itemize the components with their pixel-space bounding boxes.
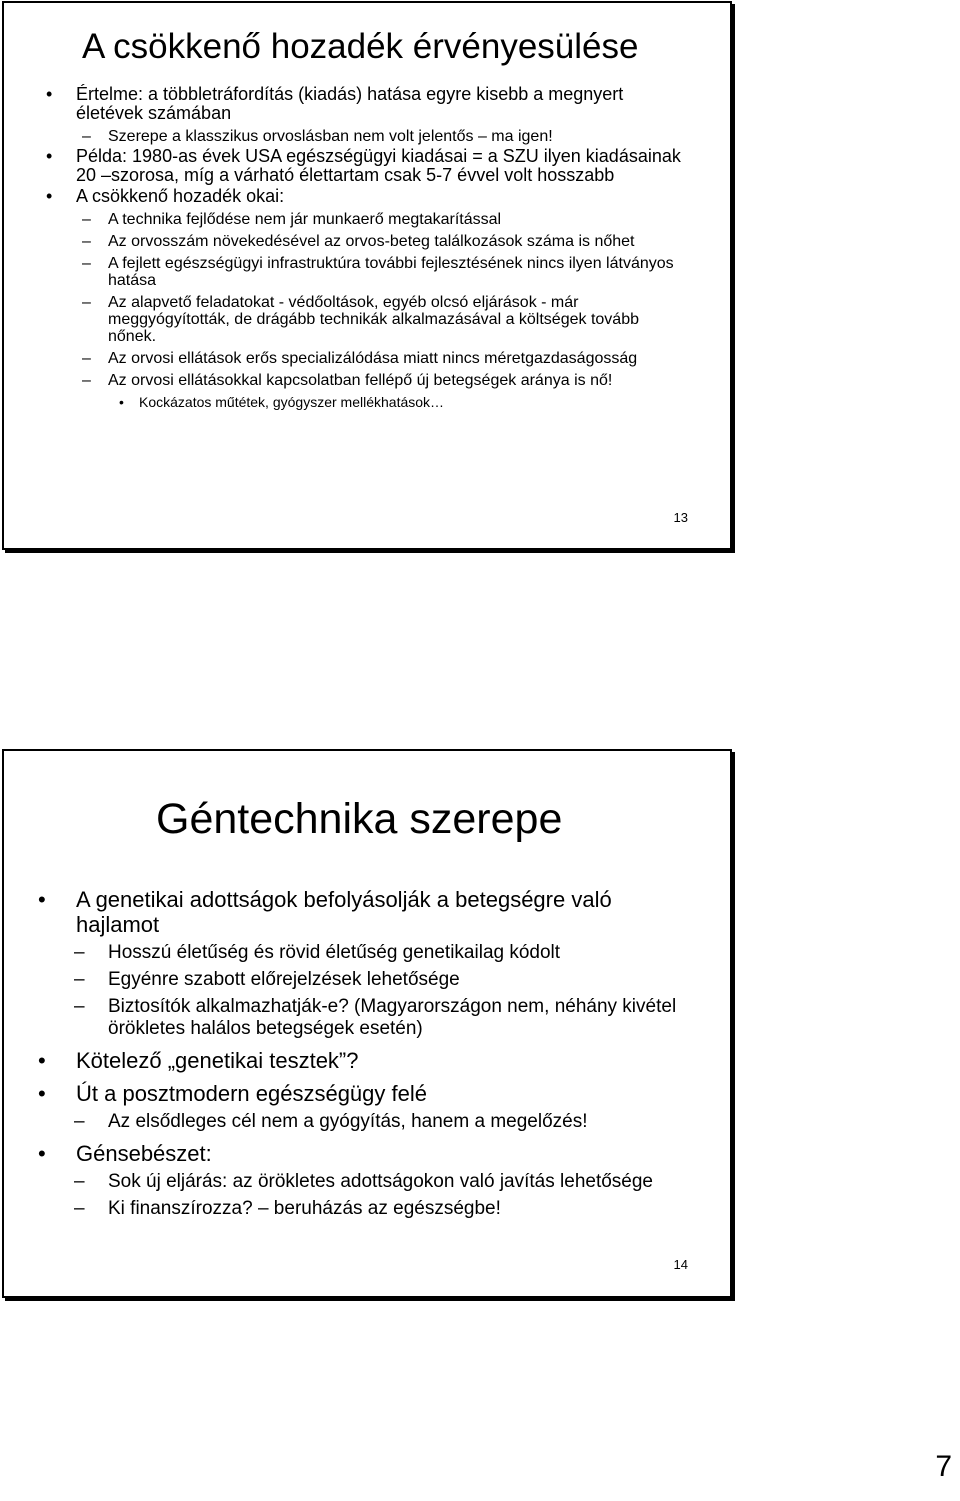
- bullet-text: A technika fejlődése nem jár munkaerő megtakarítással: [108, 211, 502, 228]
- dash-bullet-icon: –: [74, 1111, 85, 1132]
- bullet-icon: •: [46, 84, 53, 104]
- bullet-text: Sok új eljárás: az örökletes adottságokon való javítás lehetősége: [108, 1171, 653, 1192]
- bullet-item-level-1: [38, 1141, 698, 1166]
- bullet-text: Út a posztmodern egészségügy felé: [76, 1081, 427, 1106]
- bullet-text: Génsebészet:: [76, 1141, 212, 1166]
- bullet-text: Kötelező „genetikai tesztek”?: [76, 1048, 359, 1073]
- bullet-text: A genetikai adottságok befolyásolják a betegségre való hajlamot: [76, 887, 612, 937]
- bullet-item-level-2: [38, 1198, 698, 1220]
- bullet-text: Biztosítók alkalmazhatják-e? (Magyarországon nem, néhány kivétel örökletes halálos betegségek esetén): [108, 996, 677, 1039]
- dash-bullet-icon: –: [82, 211, 91, 228]
- dash-bullet-icon: –: [82, 350, 91, 367]
- bullet-item-level-2: [38, 942, 698, 964]
- dash-bullet-icon: –: [74, 996, 85, 1017]
- dash-bullet-icon: –: [82, 128, 91, 145]
- bullet-item-level-2: [38, 996, 698, 1040]
- bullet-item-level-2: [46, 128, 686, 145]
- bullet-item-level-2: [46, 372, 686, 389]
- slide-number: 13: [673, 510, 688, 525]
- bullet-item-level-1: [38, 887, 698, 937]
- bullet-item-level-2: [46, 233, 686, 250]
- bullet-text: Hosszú életűség és rövid életűség genetikailag kódolt: [108, 942, 561, 963]
- bullet-icon: •: [38, 887, 46, 912]
- bullet-item-level-2: [46, 350, 686, 367]
- bullet-icon: •: [38, 1141, 46, 1166]
- bullet-text: Szerepe a klasszikus orvoslásban nem volt jelentős – ma igen!: [108, 128, 553, 145]
- bullet-item-level-1: [46, 147, 686, 185]
- dash-bullet-icon: –: [74, 1171, 85, 1192]
- bullet-item-level-1: [46, 187, 686, 206]
- bullet-text: Az alapvető feladatokat - védőoltások, egyéb olcsó eljárások - már meggyógyították, de drágább technikák alkalmazásával a költségek tovább nőnek.: [108, 294, 639, 345]
- slide-title: A csökkenő hozadék érvényesülése: [82, 27, 639, 66]
- slide-title: Géntechnika szerepe: [156, 795, 563, 843]
- dash-bullet-icon: –: [74, 969, 85, 990]
- bullet-item-level-1: [38, 1081, 698, 1106]
- slide-14: [2, 749, 732, 1298]
- dash-bullet-icon: –: [74, 942, 85, 963]
- bullet-text: Az elsődleges cél nem a gyógyítás, hanem a megelőzés!: [108, 1111, 588, 1132]
- bullet-text: Az orvosi ellátásokkal kapcsolatban fellépő új betegségek aránya is nő!: [108, 372, 613, 389]
- slide-bullet-list: [46, 83, 686, 410]
- dash-bullet-icon: –: [82, 255, 91, 272]
- bullet-item-level-2: [46, 211, 686, 228]
- bullet-text: Az orvosszám növekedésével az orvos-beteg találkozások száma is nőhet: [108, 233, 635, 250]
- dash-bullet-icon: –: [82, 294, 91, 311]
- bullet-text: Az orvosi ellátások erős specializálódása miatt nincs méretgazdaságosság: [108, 350, 638, 367]
- page-number: 7: [935, 1450, 952, 1483]
- bullet-text: Értelme: a többletráfordítás (kiadás) hatása egyre kisebb a megnyert életévek számában: [76, 84, 624, 123]
- bullet-icon: •: [38, 1081, 46, 1106]
- bullet-item-level-2: [46, 255, 686, 289]
- bullet-icon: •: [38, 1048, 46, 1073]
- bullet-icon: •: [119, 394, 124, 410]
- bullet-item-level-1: [38, 1048, 698, 1073]
- bullet-text: A fejlett egészségügyi infrastruktúra további fejlesztésének nincs ilyen látványos hatása: [108, 255, 674, 289]
- bullet-item-level-2: [38, 969, 698, 991]
- bullet-icon: •: [46, 186, 53, 206]
- bullet-text: Példa: 1980-as évek USA egészségügyi kiadásai = a SZU ilyen kiadásainak 20 –szorosa, míg a várható élettartam csak 5-7 évvel volt hosszabb: [76, 146, 681, 185]
- bullet-item-level-1: [46, 85, 686, 123]
- slide-13: [2, 1, 732, 550]
- bullet-icon: •: [46, 146, 53, 166]
- slide-bullet-list: [38, 879, 698, 1220]
- bullet-item-level-3: [46, 394, 686, 410]
- dash-bullet-icon: –: [82, 372, 91, 389]
- bullet-text: Ki finanszírozza? – beruházás az egészségbe!: [108, 1198, 501, 1219]
- bullet-item-level-2: [38, 1171, 698, 1193]
- slide-number: 14: [673, 1257, 688, 1272]
- bullet-text: Kockázatos műtétek, gyógyszer mellékhatások…: [139, 394, 445, 410]
- bullet-text: Egyénre szabott előrejelzések lehetősége: [108, 969, 460, 990]
- dash-bullet-icon: –: [74, 1198, 85, 1219]
- bullet-item-level-2: [38, 1111, 698, 1133]
- bullet-text: A csökkenő hozadék okai:: [76, 186, 285, 206]
- dash-bullet-icon: –: [82, 233, 91, 250]
- bullet-item-level-2: [46, 294, 686, 345]
